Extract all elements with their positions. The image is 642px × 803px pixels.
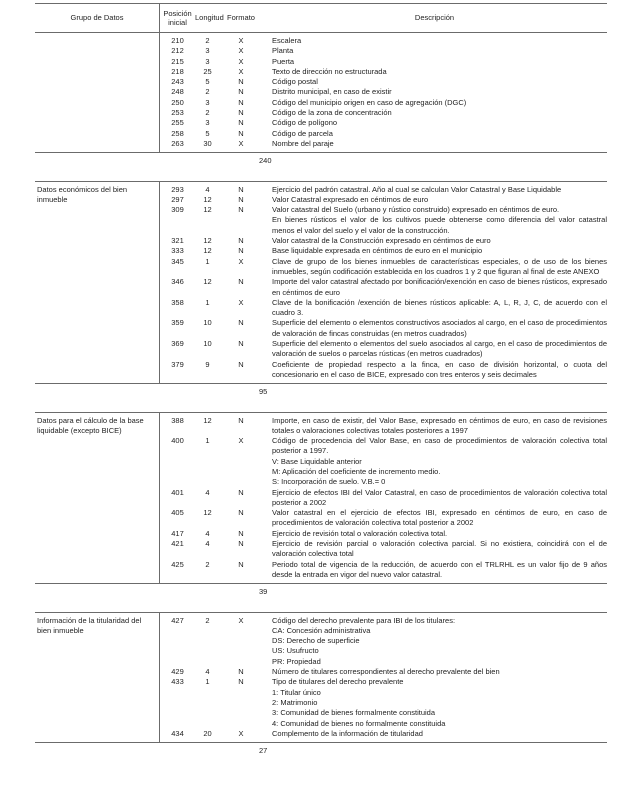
- cell-formato: N: [238, 97, 244, 107]
- cell-longitud: 9: [205, 359, 210, 369]
- cell-descripcion: [262, 436, 607, 487]
- cell-posicion-inicial: 212: [171, 46, 184, 56]
- description-line: Código de parcela: [272, 128, 333, 138]
- table-row: [160, 677, 607, 728]
- table-row: [160, 246, 607, 256]
- cell-longitud: 1: [205, 436, 210, 446]
- cell-formato: N: [238, 318, 244, 328]
- description-line: Código de la zona de concentración: [272, 108, 392, 118]
- cell-posicion-inicial: 218: [171, 66, 184, 76]
- cell-formato: N: [238, 528, 244, 538]
- cell-longitud: 25: [203, 66, 212, 76]
- table-row: [160, 57, 607, 67]
- cell-longitud: 2: [205, 615, 210, 625]
- cell-posicion-inicial: 358: [171, 297, 184, 307]
- cell-formato: X: [238, 728, 244, 738]
- table-body: [35, 33, 607, 760]
- cell-posicion-inicial: 429: [171, 667, 184, 677]
- cell-formato: N: [238, 487, 244, 497]
- cell-posicion-inicial: 405: [171, 508, 184, 518]
- col-header-longitud: Longitud: [195, 12, 224, 22]
- cell-longitud: 4: [205, 539, 210, 549]
- cell-formato: N: [238, 508, 244, 518]
- description-line: Código de procedencia del Valor Base, en caso de procedimientos de valoración colectiva total posterior a 1997.: [272, 436, 607, 456]
- cell-descripcion: [262, 539, 607, 560]
- table-row: [160, 236, 607, 246]
- description-line: Número de titulares correspondientes al derecho prevalente del bien: [272, 667, 500, 677]
- cell-descripcion: [262, 298, 607, 319]
- cell-posicion-inicial: 243: [171, 77, 184, 87]
- table-row: [160, 139, 607, 149]
- col-header-formato: Formato: [227, 12, 255, 22]
- description-line: CA: Concesión administrativa: [272, 625, 371, 635]
- cell-posicion-inicial: 263: [171, 138, 184, 148]
- cell-formato: X: [238, 46, 244, 56]
- cell-formato: N: [238, 128, 244, 138]
- table-row: [160, 46, 607, 56]
- cell-posicion-inicial: 248: [171, 87, 184, 97]
- table-row: [160, 488, 607, 509]
- table-row: [160, 36, 607, 46]
- group-total-length: 95: [259, 387, 268, 397]
- cell-formato: N: [238, 559, 244, 569]
- cell-posicion-inicial: 215: [171, 56, 184, 66]
- cell-descripcion: [262, 87, 607, 97]
- cell-formato: N: [238, 677, 244, 687]
- cell-formato: N: [238, 667, 244, 677]
- table-header-right: [160, 4, 607, 32]
- cell-posicion-inicial: 400: [171, 436, 184, 446]
- cell-longitud: 5: [205, 77, 210, 87]
- cell-longitud: 2: [205, 87, 210, 97]
- cell-descripcion: [262, 236, 607, 246]
- cell-formato: X: [238, 36, 244, 45]
- cell-descripcion: [262, 46, 607, 56]
- description-line: DS: Derecho de superficie: [272, 636, 360, 646]
- description-line: US: Usufructo: [272, 646, 319, 656]
- cell-longitud: 30: [203, 138, 212, 148]
- description-line: Ejercicio de efectos IBI del Valor Catastral, en caso de procedimientos de valoración colectiva total posterior a 2002: [272, 487, 607, 507]
- cell-descripcion: [262, 108, 607, 118]
- cell-longitud: 20: [203, 728, 212, 738]
- group-main: [35, 33, 607, 153]
- table-row: [160, 185, 607, 195]
- cell-posicion-inicial: 401: [171, 487, 184, 497]
- cell-posicion-inicial: 434: [171, 728, 184, 738]
- description-line: En bienes rústicos el valor de los cultivos puede obtenerse como diferencia del valor catastral menos el valor del suelo y el valor de la construcción.: [272, 215, 607, 235]
- cell-longitud: 12: [203, 205, 212, 215]
- table-row: [160, 298, 607, 319]
- cell-longitud: 3: [205, 118, 210, 128]
- cell-formato: X: [238, 297, 244, 307]
- cell-descripcion: [262, 339, 607, 360]
- table-row: [160, 108, 607, 118]
- cell-descripcion: [262, 360, 607, 381]
- group-name: [35, 33, 160, 152]
- cell-longitud: 10: [203, 318, 212, 328]
- table-row: [160, 729, 607, 739]
- cell-formato: X: [238, 66, 244, 76]
- cell-posicion-inicial: 210: [171, 36, 184, 45]
- table-row: [160, 560, 607, 581]
- table-row: [160, 77, 607, 87]
- description-line: Importe, en caso de existir, del Valor Base, expresado en céntimos de euro, en caso de revisiones totales o valoraciones colectivas totales posteriores a 1997: [272, 415, 607, 435]
- cell-posicion-inicial: 421: [171, 539, 184, 549]
- description-line: Valor Catastral expresado en céntimos de euro: [272, 194, 429, 204]
- table-row: [160, 129, 607, 139]
- cell-formato: N: [238, 246, 244, 256]
- cell-formato: X: [238, 56, 244, 66]
- cell-descripcion: [262, 57, 607, 67]
- group-block: [35, 412, 607, 612]
- cell-descripcion: [262, 195, 607, 205]
- cell-longitud: 2: [205, 108, 210, 118]
- col-header-grupo-de-datos: Grupo de Datos: [35, 4, 160, 32]
- cell-posicion-inicial: 369: [171, 339, 184, 349]
- cell-descripcion: [262, 118, 607, 128]
- cell-descripcion: [262, 667, 607, 677]
- cell-longitud: 3: [205, 56, 210, 66]
- group-block: [35, 612, 607, 761]
- table-row: [160, 360, 607, 381]
- group-name: Información de la titularidad del bien inmueble: [35, 613, 160, 743]
- cell-posicion-inicial: 379: [171, 359, 184, 369]
- cell-posicion-inicial: 321: [171, 236, 184, 246]
- description-line: Complemento de la información de titularidad: [272, 728, 423, 738]
- group-rows: [160, 33, 607, 152]
- cell-formato: N: [238, 359, 244, 369]
- table-row: [160, 436, 607, 487]
- cell-longitud: 2: [205, 36, 210, 45]
- cell-formato: N: [238, 194, 244, 204]
- cell-posicion-inicial: 297: [171, 194, 184, 204]
- description-line: Base liquidable expresada en céntimos de euro en el municipio: [272, 246, 483, 256]
- cell-posicion-inicial: 345: [171, 256, 184, 266]
- cell-formato: N: [238, 108, 244, 118]
- table-row: [160, 616, 607, 667]
- group-rows: [160, 613, 607, 743]
- description-line: Superficie del elemento o elementos del suelo asociados al cargo, en el caso de procedimientos de valoración de suelos o parcelas rústicas (en metros cuadrados): [272, 339, 607, 359]
- cell-longitud: 1: [205, 677, 210, 687]
- cell-posicion-inicial: 346: [171, 277, 184, 287]
- group-block: [35, 181, 607, 412]
- table-header: [35, 3, 607, 33]
- cell-longitud: 4: [205, 667, 210, 677]
- description-line: Ejercicio del padrón catastral. Año al cual se calculan Valor Catastral y Base Liquidable: [272, 184, 562, 194]
- description-line: Valor catastral en el ejercicio de efectos IBI, expresado en céntimos de euro, en caso de procedimientos de valoración colectiva total posterior a 2002: [272, 508, 607, 528]
- group-block: [35, 33, 607, 181]
- record-format-table: [35, 3, 607, 760]
- group-main: [35, 412, 607, 585]
- cell-posicion-inicial: 425: [171, 559, 184, 569]
- cell-longitud: 1: [205, 297, 210, 307]
- cell-descripcion: [262, 416, 607, 437]
- description-line: Valor catastral del Suelo (urbano y rústico construido) expresado en céntimos de euro.: [272, 205, 560, 215]
- table-row: [160, 416, 607, 437]
- cell-descripcion: [262, 616, 607, 667]
- cell-formato: N: [238, 205, 244, 215]
- cell-longitud: 5: [205, 128, 210, 138]
- table-row: [160, 508, 607, 529]
- cell-descripcion: [262, 318, 607, 339]
- description-line: Escalera: [272, 36, 302, 45]
- group-name: Datos económicos del bien inmueble: [35, 182, 160, 384]
- description-line: Superficie del elemento o elementos constructivos asociados al cargo, en el caso de procedimientos de valoración de fincas construidas (en metros cuadrados): [272, 318, 607, 338]
- cell-descripcion: [262, 139, 607, 149]
- table-row: [160, 118, 607, 128]
- description-line: 4: Comunidad de bienes no formalmente constituida: [272, 718, 446, 728]
- group-main: [35, 181, 607, 385]
- col-header-posicion-line2: inicial: [168, 18, 187, 27]
- table-row: [160, 667, 607, 677]
- description-line: Código del derecho prevalente para IBI de los titulares:: [272, 615, 456, 625]
- description-line: Nombre del paraje: [272, 138, 334, 148]
- table-row: [160, 195, 607, 205]
- description-line: Ejercicio de revisión parcial o valoración colectiva parcial. Si no existiera, coincidirá con el de valoración colectiva total: [272, 539, 607, 559]
- description-line: Clave de grupo de los bienes inmuebles de características especiales, o de uso de los bienes inmuebles, según codificación establecida en los cuadros 1 y 2 que figuran al final de este ANEXO: [272, 256, 607, 276]
- cell-formato: N: [238, 184, 244, 194]
- description-line: Código postal: [272, 77, 318, 87]
- cell-formato: N: [238, 277, 244, 287]
- cell-formato: X: [238, 615, 244, 625]
- cell-formato: N: [238, 236, 244, 246]
- cell-longitud: 4: [205, 184, 210, 194]
- cell-formato: N: [238, 87, 244, 97]
- description-line: Distrito municipal, en caso de existir: [272, 87, 392, 97]
- table-row: [160, 277, 607, 298]
- col-header-posicion-inicial: [160, 9, 195, 27]
- table-row: [160, 257, 607, 278]
- description-line: M: Aplicación del coeficiente de incremento medio.: [272, 466, 441, 476]
- description-line: Periodo total de vigencia de la reducción, de acuerdo con el TRLRHL es un valor fijo de 9 años desde la entrada en vigor del nuevo valor catastral.: [272, 559, 607, 579]
- cell-formato: N: [238, 415, 244, 425]
- cell-descripcion: [262, 677, 607, 728]
- description-line: Texto de dirección no estructurada: [272, 66, 387, 76]
- cell-longitud: 10: [203, 339, 212, 349]
- description-line: 1: Titular único: [272, 687, 321, 697]
- description-line: 2: Matrimonio: [272, 697, 318, 707]
- cell-longitud: 4: [205, 528, 210, 538]
- cell-formato: X: [238, 436, 244, 446]
- cell-formato: N: [238, 539, 244, 549]
- cell-longitud: 12: [203, 415, 212, 425]
- cell-longitud: 12: [203, 508, 212, 518]
- cell-descripcion: [262, 488, 607, 509]
- cell-formato: N: [238, 118, 244, 128]
- group-name: Datos para el cálculo de la base liquidable (excepto BICE): [35, 413, 160, 584]
- cell-descripcion: [262, 36, 607, 46]
- cell-posicion-inicial: 258: [171, 128, 184, 138]
- table-row: [160, 318, 607, 339]
- cell-descripcion: [262, 67, 607, 77]
- cell-descripcion: [262, 508, 607, 529]
- table-row: [160, 98, 607, 108]
- cell-longitud: 12: [203, 194, 212, 204]
- group-total-length: 27: [259, 746, 268, 756]
- cell-formato: X: [238, 138, 244, 148]
- description-line: Código del municipio origen en caso de agregación (DGC): [272, 97, 467, 107]
- table-row: [160, 539, 607, 560]
- cell-posicion-inicial: 417: [171, 528, 184, 538]
- cell-descripcion: [262, 98, 607, 108]
- cell-posicion-inicial: 250: [171, 97, 184, 107]
- description-line: Coeficiente de propiedad respecto a la finca, en caso de división horizontal, o cuota del concesionario en el caso de BICE, expresado con tres enteros y seis decimales: [272, 359, 607, 379]
- cell-posicion-inicial: 293: [171, 184, 184, 194]
- description-line: 3: Comunidad de bienes formalmente constituida: [272, 708, 436, 718]
- cell-formato: X: [238, 256, 244, 266]
- cell-descripcion: [262, 529, 607, 539]
- cell-descripcion: [262, 246, 607, 256]
- description-line: Tipo de titulares del derecho prevalente: [272, 677, 404, 687]
- description-line: Ejercicio de revisión total o valoración colectiva total.: [272, 528, 448, 538]
- cell-posicion-inicial: 427: [171, 615, 184, 625]
- cell-descripcion: [262, 729, 607, 739]
- cell-longitud: 2: [205, 559, 210, 569]
- group-rows: [160, 413, 607, 584]
- description-line: Planta: [272, 46, 294, 56]
- cell-descripcion: [262, 129, 607, 139]
- cell-posicion-inicial: 255: [171, 118, 184, 128]
- cell-descripcion: [262, 77, 607, 87]
- cell-posicion-inicial: 359: [171, 318, 184, 328]
- cell-longitud: 1: [205, 256, 210, 266]
- cell-descripcion: [262, 185, 607, 195]
- cell-formato: N: [238, 77, 244, 87]
- description-line: S: Incorporación de suelo. V.B.= 0: [272, 477, 386, 487]
- cell-longitud: 3: [205, 97, 210, 107]
- cell-longitud: 12: [203, 277, 212, 287]
- cell-posicion-inicial: 309: [171, 205, 184, 215]
- cell-posicion-inicial: 388: [171, 415, 184, 425]
- table-row: [160, 529, 607, 539]
- col-header-descripcion: Descripción: [414, 12, 455, 22]
- cell-longitud: 12: [203, 236, 212, 246]
- table-row: [160, 339, 607, 360]
- description-line: V: Base Liquidable anterior: [272, 456, 362, 466]
- description-line: PR: Propiedad: [272, 656, 321, 666]
- cell-posicion-inicial: 433: [171, 677, 184, 687]
- cell-descripcion: [262, 560, 607, 581]
- cell-longitud: 4: [205, 487, 210, 497]
- group-total-length: 39: [259, 587, 268, 597]
- table-row: [160, 205, 607, 236]
- description-line: Código de polígono: [272, 118, 338, 128]
- table-row: [160, 87, 607, 97]
- cell-descripcion: [262, 277, 607, 298]
- description-line: Clave de la bonificación /exención de bienes rústicos aplicable: A, L, R, J, C, de acuerdo con el cuadro 3.: [272, 297, 607, 318]
- cell-longitud: 3: [205, 46, 210, 56]
- cell-formato: N: [238, 339, 244, 349]
- group-main: [35, 612, 607, 744]
- cell-posicion-inicial: 253: [171, 108, 184, 118]
- cell-posicion-inicial: 333: [171, 246, 184, 256]
- table-row: [160, 67, 607, 77]
- cell-descripcion: [262, 257, 607, 278]
- group-total-length: 240: [259, 156, 272, 166]
- description-line: Importe del valor catastral afectado por bonificación/exención en caso de bienes rústicos, expresado en céntimos de euro: [272, 277, 607, 297]
- group-rows: [160, 182, 607, 384]
- cell-descripcion: [262, 205, 607, 236]
- cell-longitud: 12: [203, 246, 212, 256]
- col-header-posicion-line1: Posición: [163, 9, 192, 18]
- description-line: Puerta: [272, 56, 295, 66]
- description-line: Valor catastral de la Construcción expresado en céntimos de euro: [272, 236, 491, 246]
